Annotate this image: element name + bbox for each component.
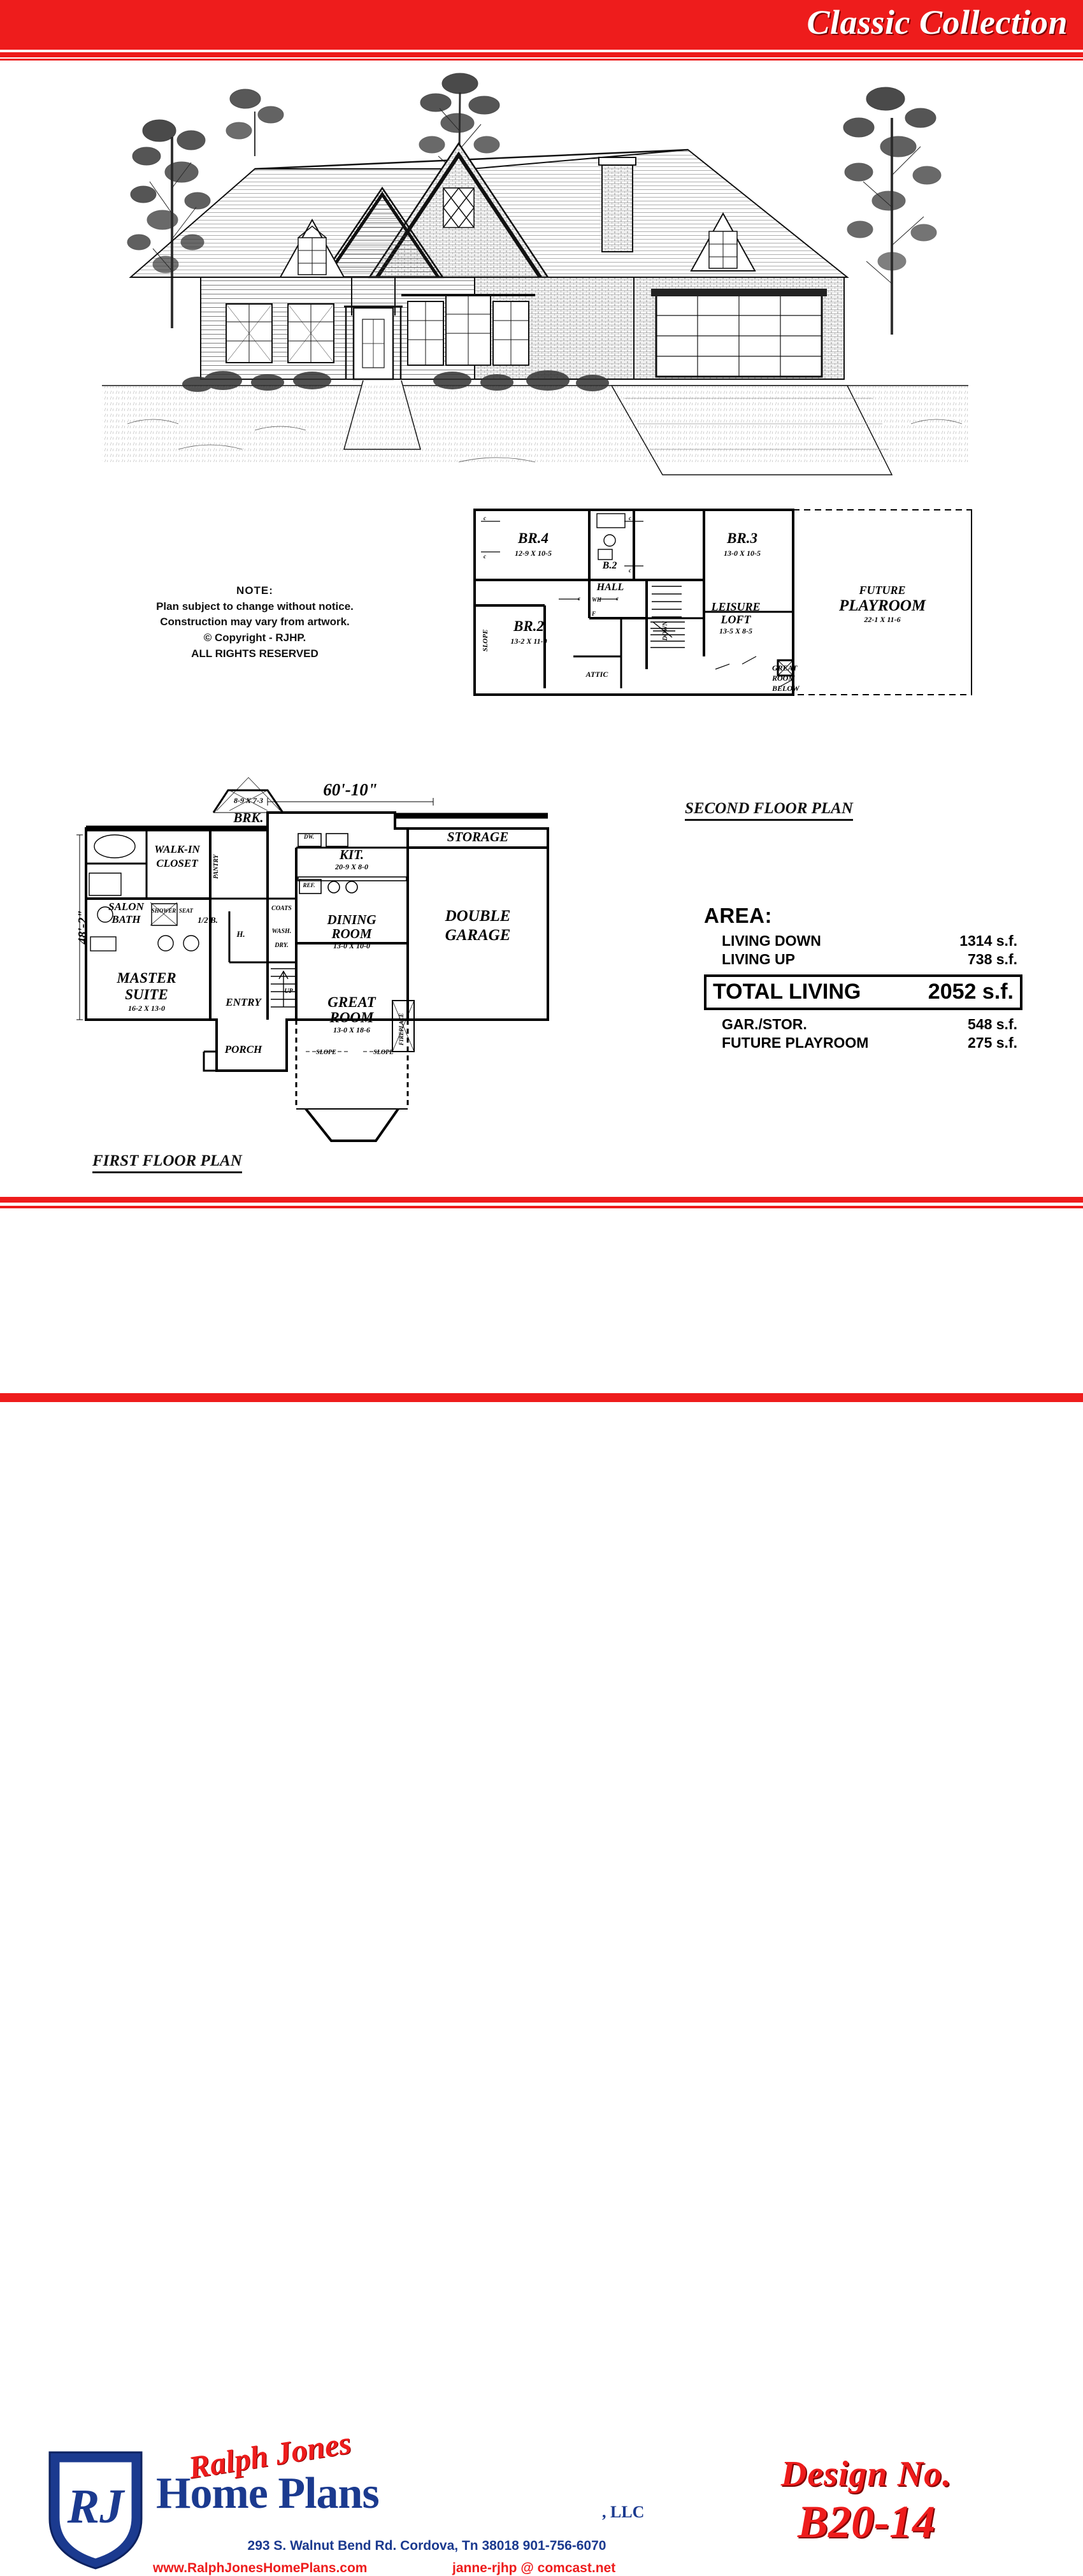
note-line-4: © Copyright - RJHP. xyxy=(203,631,306,644)
svg-text:BELOW: BELOW xyxy=(772,684,800,693)
svg-text:PLAYROOM: PLAYROOM xyxy=(838,597,926,614)
area-value-living-up: 738 s.f. xyxy=(968,951,1017,967)
disclaimer-note xyxy=(127,583,382,662)
svg-text:WALK-IN: WALK-IN xyxy=(154,843,200,855)
svg-text:KIT.: KIT. xyxy=(339,847,364,862)
svg-text:c: c xyxy=(484,553,486,560)
svg-text:STORAGE: STORAGE xyxy=(447,829,509,844)
svg-text:F: F xyxy=(592,611,596,617)
company-logo xyxy=(45,2447,147,2572)
svg-text:LEISURE: LEISURE xyxy=(711,600,761,613)
design-number-block xyxy=(701,2454,1032,2549)
header-band xyxy=(0,0,1083,50)
svg-text:ROOM: ROOM xyxy=(772,674,796,683)
first-floor-plan-label-text: FIRST FLOOR PLAN xyxy=(92,1152,242,1173)
first-floor-plan-label xyxy=(92,1152,242,1170)
design-number-value: B20-14 xyxy=(798,2496,935,2547)
svg-text:13-0 X 18-6: 13-0 X 18-6 xyxy=(333,1025,370,1034)
svg-text:B.2: B.2 xyxy=(602,560,617,571)
svg-text:WASH.: WASH. xyxy=(271,928,292,935)
svg-text:c: c xyxy=(484,515,486,521)
svg-text:DRY.: DRY. xyxy=(275,942,289,949)
svg-text:c: c xyxy=(578,595,580,602)
area-value-future-playroom: 275 s.f. xyxy=(968,1034,1017,1051)
footer-rule-top xyxy=(0,1197,1083,1203)
area-row-garage-storage xyxy=(704,1015,1022,1034)
svg-text:LOFT: LOFT xyxy=(721,613,751,626)
svg-text:BR.3: BR.3 xyxy=(727,530,757,546)
svg-text:DOWN: DOWN xyxy=(662,621,669,641)
area-row-living-up xyxy=(704,950,1022,969)
svg-text:RJ: RJ xyxy=(67,2480,124,2533)
header-rule-secondary xyxy=(0,59,1083,61)
svg-text:HALL: HALL xyxy=(596,582,624,593)
area-label-garage-storage: GAR./STOR. xyxy=(722,1016,807,1032)
brand-main-name: Home Plans xyxy=(156,2469,379,2518)
note-line-5: ALL RIGHTS RESERVED xyxy=(191,647,319,660)
svg-text:H.: H. xyxy=(236,929,245,939)
svg-text:SUITE: SUITE xyxy=(125,987,168,1002)
note-line-2: Plan subject to change without notice. xyxy=(156,600,354,612)
svg-text:DOUBLE: DOUBLE xyxy=(445,908,511,925)
svg-text:ATTIC: ATTIC xyxy=(585,670,608,679)
svg-text:CLOSET: CLOSET xyxy=(156,857,198,869)
svg-text:13-5 X 8-5: 13-5 X 8-5 xyxy=(719,626,752,635)
second-floor-plan-label-text: SECOND FLOOR PLAN xyxy=(685,800,853,821)
area-value-living-down: 1314 s.f. xyxy=(959,932,1017,949)
company-address: 293 S. Walnut Bend Rd. Cordova, Tn 38018 901-756-6070 xyxy=(247,2538,606,2553)
area-title: AREA: xyxy=(704,904,772,927)
design-number-label: Design No. xyxy=(780,2454,952,2494)
svg-text:L: L xyxy=(633,575,636,581)
svg-text:DW.: DW. xyxy=(303,834,315,840)
svg-text:GREAT: GREAT xyxy=(327,994,376,1010)
svg-text:SALON: SALON xyxy=(108,901,144,913)
svg-text:ROOM: ROOM xyxy=(329,1009,374,1025)
note-line-3: Construction may vary from artwork. xyxy=(160,616,350,628)
svg-text:22-1 X 11-6: 22-1 X 11-6 xyxy=(864,615,901,624)
svg-text:c: c xyxy=(616,595,619,602)
footer-rule-top-secondary xyxy=(0,1206,1083,1208)
svg-text:8-9 X 7-3: 8-9 X 7-3 xyxy=(234,796,263,805)
svg-text:BATH: BATH xyxy=(111,913,141,925)
area-total-value: 2052 s.f. xyxy=(928,980,1014,1004)
area-total-box xyxy=(704,974,1022,1010)
front-elevation-rendering xyxy=(64,67,1007,500)
svg-text:DINING: DINING xyxy=(327,912,377,927)
svg-text:ENTRY: ENTRY xyxy=(226,996,261,1008)
svg-text:16-2 X 13-0: 16-2 X 13-0 xyxy=(128,1004,165,1013)
area-label-future-playroom: FUTURE PLAYROOM xyxy=(722,1034,869,1051)
svg-text:12-9 X 10-5: 12-9 X 10-5 xyxy=(515,549,552,558)
brand-suffix: , LLC xyxy=(602,2503,645,2521)
second-floor-plan xyxy=(462,503,991,771)
plan-width-dimension: 60'-10" xyxy=(323,780,378,799)
company-email[interactable]: janne-rjhp @ comcast.net xyxy=(452,2561,616,2575)
svg-text:BR.4: BR.4 xyxy=(518,530,549,546)
area-row-living-down xyxy=(704,932,1022,950)
svg-text:UP: UP xyxy=(284,988,293,995)
area-summary xyxy=(704,904,1022,1052)
area-row-future-playroom xyxy=(704,1034,1022,1052)
svg-text:20-9 X 8-0: 20-9 X 8-0 xyxy=(335,862,368,871)
svg-text:13-0 X 10-5: 13-0 X 10-5 xyxy=(724,549,761,558)
svg-text:BRK.: BRK. xyxy=(233,810,264,825)
area-label-living-up: LIVING UP xyxy=(722,951,796,967)
svg-text:REF.: REF. xyxy=(303,882,315,888)
area-label-living-down: LIVING DOWN xyxy=(722,932,821,949)
svg-text:GREAT: GREAT xyxy=(772,663,798,672)
svg-text:SLOPE: SLOPE xyxy=(316,1049,336,1056)
svg-text:COATS: COATS xyxy=(271,905,292,912)
plan-depth-dimension: 48'-2" xyxy=(76,910,90,944)
svg-text:GARAGE: GARAGE xyxy=(445,927,511,944)
area-value-garage-storage: 548 s.f. xyxy=(968,1016,1017,1032)
svg-text:SLOPED CLG.: SLOPED CLG. xyxy=(228,826,269,833)
svg-text:13-0 X 10-0: 13-0 X 10-0 xyxy=(333,941,370,950)
header-rule-primary xyxy=(0,52,1083,57)
first-floor-plan xyxy=(76,752,624,1192)
brand-wordmark xyxy=(156,2424,685,2540)
company-website[interactable]: www.RalphJonesHomePlans.com xyxy=(153,2561,368,2575)
svg-text:c: c xyxy=(629,515,631,521)
note-line-1: NOTE: xyxy=(236,584,273,597)
second-floor-plan-label xyxy=(685,800,853,818)
svg-text:ROOM: ROOM xyxy=(331,926,372,941)
svg-text:PANTRY: PANTRY xyxy=(213,855,220,879)
svg-text:1/2 B.: 1/2 B. xyxy=(197,915,218,925)
svg-text:FIREPLACE: FIREPLACE xyxy=(398,1013,405,1046)
svg-text:FUTURE: FUTURE xyxy=(859,584,906,597)
svg-text:WH: WH xyxy=(592,597,602,603)
svg-text:MASTER: MASTER xyxy=(117,970,176,986)
svg-text:SLOPE: SLOPE xyxy=(482,629,489,652)
svg-text:SEAT: SEAT xyxy=(178,908,194,914)
footer-rule-bottom xyxy=(0,1393,1083,1402)
svg-text:13-2 X 11-0: 13-2 X 11-0 xyxy=(510,637,547,646)
area-total-label: TOTAL LIVING xyxy=(713,980,861,1004)
collection-title: Classic Collection xyxy=(807,3,1068,41)
svg-text:SHOWER: SHOWER xyxy=(151,908,176,914)
svg-text:SLOPE: SLOPE xyxy=(373,1049,394,1056)
svg-text:PORCH: PORCH xyxy=(224,1043,262,1055)
brand-script-name: Ralph Jones xyxy=(186,2424,354,2486)
svg-text:BR.2: BR.2 xyxy=(513,618,544,634)
footer xyxy=(0,1211,1083,2575)
svg-text:c: c xyxy=(629,567,631,574)
